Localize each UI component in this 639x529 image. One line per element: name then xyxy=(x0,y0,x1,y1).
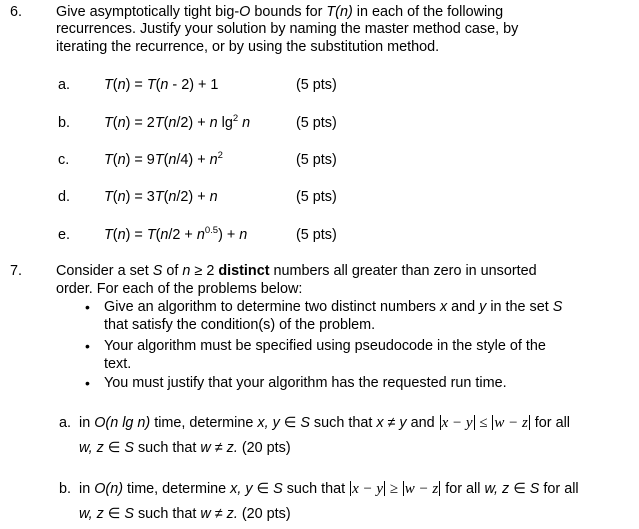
bullet-2-glyph: • xyxy=(85,338,90,354)
item-e-points: (5 pts) xyxy=(296,227,337,243)
item-a-points: (5 pts) xyxy=(296,77,337,93)
item-b-label: b. xyxy=(58,115,71,131)
recurrence-d: T(n) = 3T(n/2) + n xyxy=(104,189,218,205)
item-d-label: d. xyxy=(58,189,71,205)
bullet-2-line-1: Your algorithm must be specified using pseudocode in the style of the xyxy=(104,338,546,354)
part-a-label: a. xyxy=(59,415,72,431)
item-b-points: (5 pts) xyxy=(296,115,337,131)
abs-inequality-ge: x − y ≥ w − z xyxy=(352,481,439,497)
q6-line-2: recurrences. Justify your solution by naming the master method case, by xyxy=(56,21,519,37)
recurrence-c: $T(n) = 9T(n/4) + n^2$ xyxy=(104,150,223,168)
part-b-line-1: in O(n) time, determine x, y ∈ S such that x − y ≥ w − z for all w, z ∈ S for all xyxy=(79,481,579,497)
recurrence-b: T(n) = 2T(n/2) + n $\lg^2 n$ xyxy=(104,113,251,131)
item-c-label: c. xyxy=(58,152,70,168)
q7-line-1: Consider a set S of n ≥ 2 distinct numbers all greater than zero in unsorted xyxy=(56,263,537,279)
part-a-line-2: w, z ∈ S such that w ≠ z. (20 pts) xyxy=(79,440,291,456)
bullet-1-glyph: • xyxy=(85,299,90,315)
q6-line-1: Give asymptotically tight big-O bounds for T(n) in each of the following xyxy=(56,4,504,20)
part-b-line-2: w, z ∈ S such that w ≠ z. (20 pts) xyxy=(79,506,291,522)
part-b-label: b. xyxy=(59,481,72,497)
item-a-label: a. xyxy=(58,77,71,93)
abs-inequality-le: x − y ≤ w − z xyxy=(441,415,528,431)
bullet-1-line-2: that satisfy the condition(s) of the problem. xyxy=(104,317,376,333)
item-e-label: e. xyxy=(58,227,71,243)
bullet-1-line-1: Give an algorithm to determine two distinct numbers x and y in the set S xyxy=(104,299,563,315)
part-a-line-1: in O(n lg n) time, determine x, y ∈ S such that x ≠ y and x − y ≤ w − z for all xyxy=(79,415,570,431)
q7-line-2: order. For each of the problems below: xyxy=(56,281,303,297)
bullet-3: You must justify that your algorithm has the requested run time. xyxy=(104,375,507,391)
item-d-points: (5 pts) xyxy=(296,189,337,205)
question-7-number: 7. xyxy=(10,263,23,279)
recurrence-e: $T(n) = T(n/2 + n^{0.5}) + n$ xyxy=(104,225,248,243)
bullet-3-glyph: • xyxy=(85,375,90,391)
bullet-2-line-2: text. xyxy=(104,356,132,372)
recurrence-a: T(n) = T(n - 2) + 1 xyxy=(104,77,219,93)
item-c-points: (5 pts) xyxy=(296,152,337,168)
question-6-number: 6. xyxy=(10,4,23,20)
q6-line-3: iterating the recurrence, or by using the substitution method. xyxy=(56,39,440,55)
